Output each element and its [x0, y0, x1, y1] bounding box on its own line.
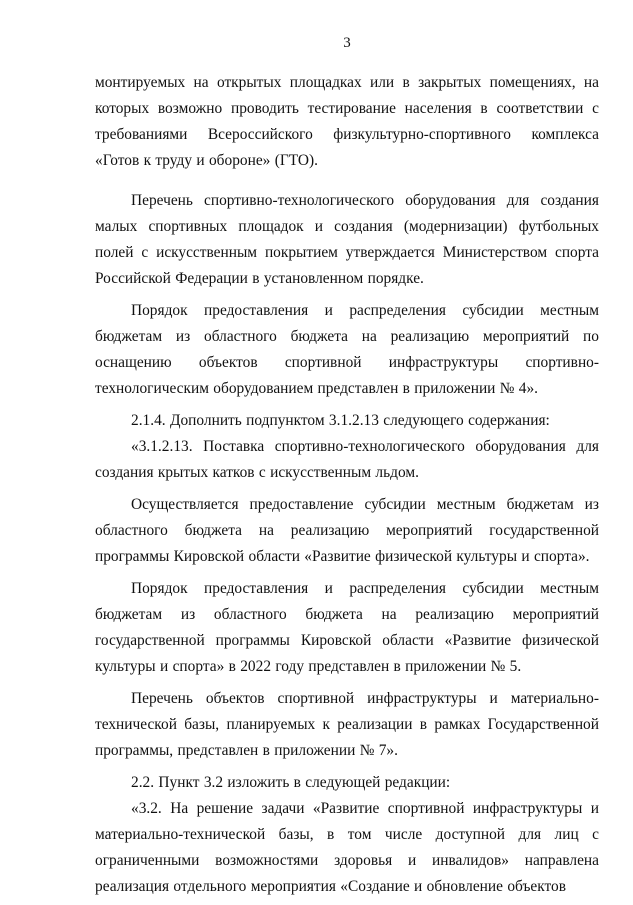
paragraph-4: 2.1.4. Дополнить подпунктом 3.1.2.13 следующего содержания:	[131, 412, 550, 429]
page-number: 3	[343, 35, 351, 51]
paragraph-7: Порядок предоставления и распределения субсидии местным бюджетам из областного бюджета на реализацию мероприятий государственной программы Кировской области «Развитие физической культуры и спорта» в 2022 году представлен в приложении № 5.	[95, 580, 599, 675]
paragraph-5: «3.1.2.13. Поставка спортивно-технологического оборудования для создания крытых катков с искусственным льдом.	[95, 438, 599, 481]
paragraph-1: монтируемых на открытых площадках или в закрытых помещениях, на которых возможно проводить тестирование населения в соответствии с требованиями Всероссийского физкультурно-спортивного комплекса «Готов к труду и обороне» (ГТО).	[95, 74, 599, 169]
paragraph-10: «3.2. На решение задачи «Развитие спортивной инфраструктуры и материально-технической базы, в том числе доступной для лиц с ограниченными возможностями здоровья и инвалидов» направлена реализация отдельного мероприятия «Создание и обновление объектов	[95, 800, 599, 895]
paragraph-3: Порядок предоставления и распределения субсидии местным бюджетам из областного бюджета на реализацию мероприятий по оснащению объектов спортивной инфраструктуры спортивно-технологическим оборудованием представлен в приложении № 4».	[95, 302, 599, 397]
paragraph-2: Перечень спортивно-технологического оборудования для создания малых спортивных площадок и создания (модернизации) футбольных полей с искусственным покрытием утверждается Министерством спорта Российской Федерации в установленном порядке.	[95, 192, 599, 287]
paragraph-9: 2.2. Пункт 3.2 изложить в следующей редакции:	[131, 774, 451, 791]
paragraph-8: Перечень объектов спортивной инфраструктуры и материально-технической базы, планируемых к реализации в рамках Государственной программы, представлен в приложении № 7».	[95, 690, 599, 759]
paragraph-6: Осуществляется предоставление субсидии местным бюджетам из областного бюджета на реализацию мероприятий государственной программы Кировской области «Развитие физической культуры и спорта».	[95, 496, 599, 565]
